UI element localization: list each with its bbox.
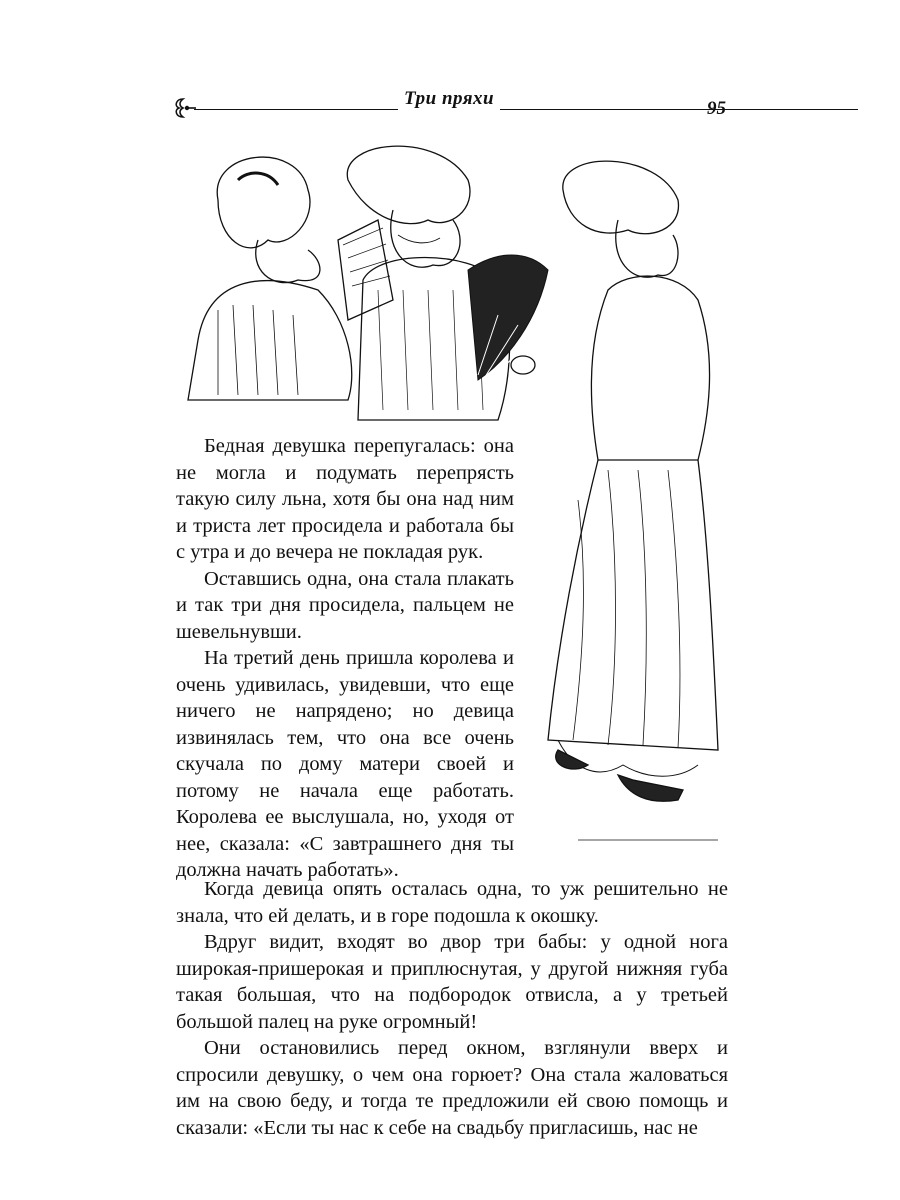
paragraph: Они остановились перед окном, взглянули вверх и спросили девушку, о чем она горюет? Она стала жаловаться им на свою беду, и тогда те предложили ей свою помощь и сказали: «Если ты нас к себе на свадьбу пригласишь, нас не: [176, 1037, 728, 1139]
left-woman-figure: [188, 157, 393, 400]
paragraph: Оставшись одна, она стала плакать и так три дня просидела, пальцем не шевельнувши.: [176, 567, 514, 643]
paragraph: Бедная девушка перепугалась: она не могла и подумать перепрясть такую силу льна, хотя бы она над ним и триста лет просидела и работала бы с утра и до вечера не покладая рук.: [176, 435, 514, 563]
right-woman-figure: [548, 161, 718, 840]
page-number: 95: [707, 98, 726, 119]
middle-woman-figure: [347, 146, 548, 420]
running-header: [170, 88, 730, 128]
paragraph: На третий день пришла королева и очень удивилась, увидевши, что еще ничего не напрядено; но девица извинялась тем, что она все очень скучала по дому матери своей и потому не начала еще работать. Королева ее выслушала, но, уходя от нее, сказала: «С завтрашнего дня ты должна начать работать».: [176, 647, 514, 881]
running-title: Три пряхи: [398, 88, 500, 110]
ornament-icon: [170, 96, 196, 120]
body-text-narrow: [176, 433, 514, 884]
paragraph: Когда девица опять осталась одна, то уж решительно не знала, что ей делать, и в горе подошла к окошку.: [176, 878, 728, 927]
paragraph: Вдруг видит, входят во двор три бабы: у одной нога широкая-пришерокая и приплюснутая, у другой нижняя губа такая большая, что на подбородок отвисла, а у третьей большой палец на руке огромный!: [176, 931, 728, 1033]
header-rule: [194, 109, 858, 110]
body-text-wide: [176, 876, 728, 1141]
